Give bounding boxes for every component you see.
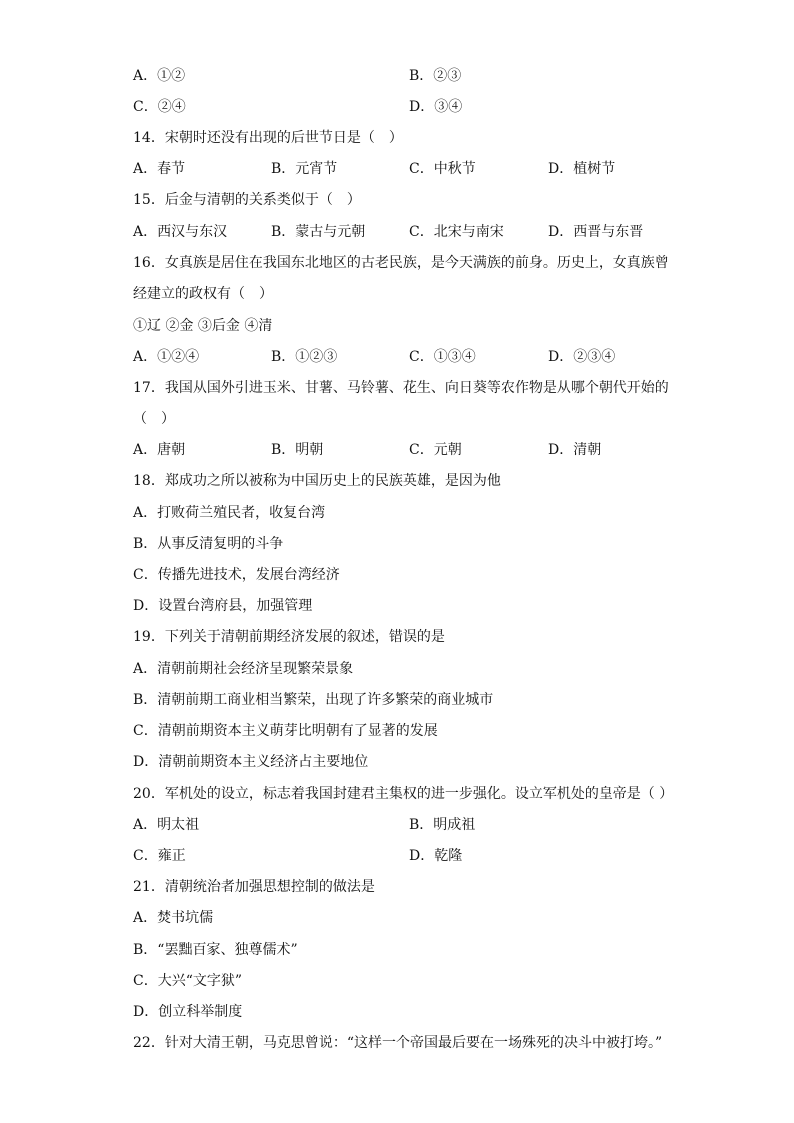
q15-option-c: C．北宋与南宋 — [409, 224, 504, 240]
q21-option-a: A．焚书坑儒 — [133, 910, 214, 926]
q16-option-b: B．①②③ — [271, 349, 338, 365]
q16-stem-line1: 16．女真族是居住在我国东北地区的古老民族，是今天满族的前身。历史上，女真族曾 — [133, 255, 669, 271]
q20-stem: 20．军机处的设立，标志着我国封建君主集权的进一步强化。设立军机处的皇帝是（ ） — [133, 786, 674, 802]
q19-option-b: B．清朝前期工商业相当繁荣，出现了许多繁荣的商业城市 — [133, 692, 494, 708]
q22-stem: 22．针对大清王朝，马克思曾说：“这样一个帝国最后要在一场殊死的决斗中被打垮。” — [133, 1035, 663, 1051]
q20-option-b: B．明成祖 — [409, 817, 476, 833]
q14-option-d: D．植树节 — [548, 161, 616, 177]
q18-option-b: B．从事反清复明的斗争 — [133, 536, 284, 552]
q14-option-c: C．中秋节 — [409, 161, 476, 177]
q19-option-a: A．清朝前期社会经济呈现繁荣景象 — [133, 661, 354, 677]
q14-stem: 14．宋朝时还没有出现的后世节日是（ ） — [133, 130, 403, 146]
q21-option-d: D．创立科举制度 — [133, 1004, 243, 1020]
q16-option-a: A．①②④ — [133, 349, 200, 365]
q13-option-a: A．①② — [133, 68, 186, 84]
q17-stem-line1: 17．我国从国外引进玉米、甘薯、马铃薯、花生、向日葵等农作物是从哪个朝代开始的 — [133, 380, 669, 396]
q21-option-c: C．大兴“文字狱” — [133, 973, 243, 989]
q21-stem: 21．清朝统治者加强思想控制的做法是 — [133, 879, 375, 895]
q17-stem-line2: （ ） — [133, 411, 175, 427]
q16-option-c: C．①③④ — [409, 349, 476, 365]
q19-option-d: D．清朝前期资本主义经济占主要地位 — [133, 754, 369, 770]
q13-option-d: D．③④ — [409, 99, 463, 115]
q18-stem: 18．郑成功之所以被称为中国历史上的民族英雄，是因为他 — [133, 473, 501, 489]
q17-option-b: B．明朝 — [271, 442, 324, 458]
q19-option-c: C．清朝前期资本主义萌芽比明朝有了显著的发展 — [133, 723, 438, 739]
q14-option-b: B．元宵节 — [271, 161, 338, 177]
q15-option-b: B．蒙古与元朝 — [271, 224, 366, 240]
q20-option-d: D．乾隆 — [409, 848, 463, 864]
q14-option-a: A．春节 — [133, 161, 186, 177]
q20-option-c: C．雍正 — [133, 848, 186, 864]
q21-option-b: B．“罢黜百家、独尊儒术” — [133, 942, 298, 958]
q15-option-d: D．西晋与东晋 — [548, 224, 644, 240]
q15-option-a: A．西汉与东汉 — [133, 224, 228, 240]
q19-stem: 19．下列关于清朝前期经济发展的叙述，错误的是 — [133, 629, 445, 645]
q20-option-a: A．明太祖 — [133, 817, 200, 833]
q18-option-a: A．打败荷兰殖民者，收复台湾 — [133, 505, 326, 521]
q18-option-c: C．传播先进技术，发展台湾经济 — [133, 567, 340, 583]
q17-option-c: C．元朝 — [409, 442, 462, 458]
q13-option-c: C．②④ — [133, 99, 186, 115]
q17-option-a: A．唐朝 — [133, 442, 186, 458]
q16-items: ①辽 ②金 ③后金 ④清 — [133, 318, 273, 334]
q16-stem-line2: 经建立的政权有（ ） — [133, 286, 273, 302]
q18-option-d: D．设置台湾府县，加强管理 — [133, 598, 313, 614]
q13-option-b: B．②③ — [409, 68, 462, 84]
q17-option-d: D．清朝 — [548, 442, 602, 458]
q16-option-d: D．②③④ — [548, 349, 616, 365]
q15-stem: 15．后金与清朝的关系类似于（ ） — [133, 192, 361, 208]
